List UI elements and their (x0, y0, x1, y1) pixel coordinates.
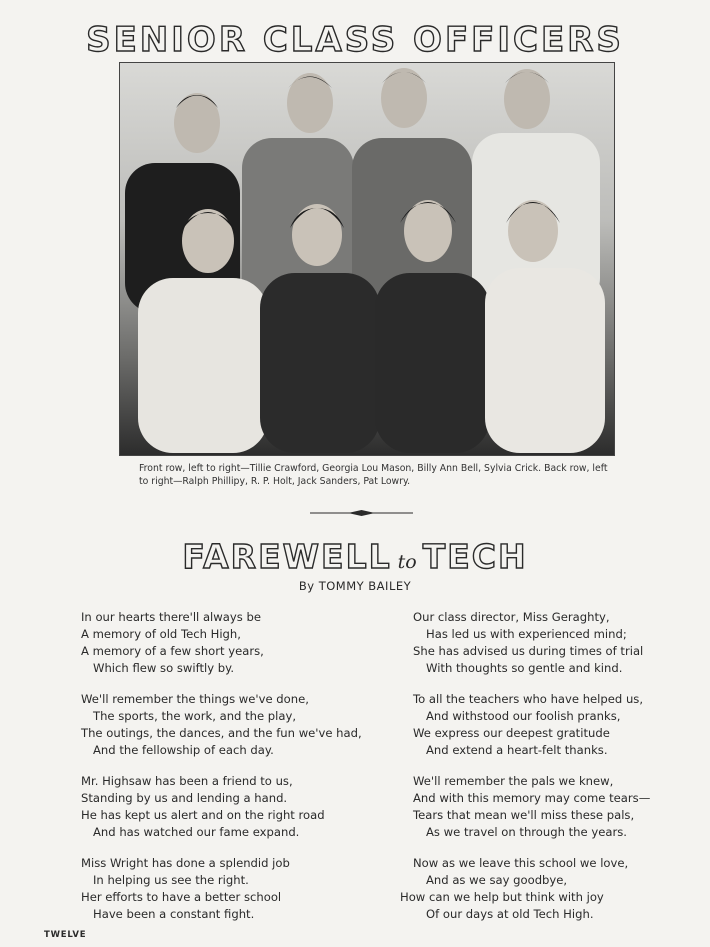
poem-stanza (400, 773, 700, 841)
poem-title-part2: TECH (422, 537, 528, 576)
poem-line: Mr. Highsaw has been a friend to us, (81, 774, 293, 788)
poem-title (0, 537, 710, 576)
poem-stanza (400, 855, 700, 923)
poem-line: And withstood our foolish pranks, (426, 709, 621, 723)
poem-title-part1: FAREWELL (182, 537, 392, 576)
poem-line: As we travel on through the years. (426, 825, 627, 839)
poem-line: A memory of old Tech High, (81, 627, 241, 641)
poem-right-column (400, 609, 700, 937)
poem-line: The outings, the dances, and the fun we've had, (81, 726, 362, 740)
ornamental-divider (310, 510, 413, 516)
poem-line: Of our days at old Tech High. (426, 907, 594, 921)
poem-byline: By TOMMY BAILEY (298, 579, 412, 593)
poem-left-column (81, 609, 381, 937)
poem-line: We'll remember the pals we knew, (413, 774, 614, 788)
poem-line: The sports, the work, and the play, (93, 709, 297, 723)
class-officers-photo (119, 62, 615, 456)
poem-line: Standing by us and lending a hand. (81, 791, 288, 805)
poem-stanza (81, 609, 381, 677)
poem-title-to: to (397, 551, 417, 573)
poem-line: Which flew so swiftly by. (93, 661, 235, 675)
poem-stanza (400, 609, 700, 677)
poem-line: Miss Wright has done a splendid job (81, 856, 290, 870)
poem-line: Has led us with experienced mind; (426, 627, 627, 641)
poem-line: Our class director, Miss Geraghty, (413, 610, 610, 624)
poem-line: We express our deepest gratitude (413, 726, 610, 740)
poem-line: Her efforts to have a better school (81, 890, 282, 904)
poem-line: And as we say goodbye, (426, 873, 568, 887)
page-number: TWELVE (44, 930, 87, 940)
poem-line: She has advised us during times of trial (413, 644, 644, 658)
poem-line: And the fellowship of each day. (93, 743, 274, 757)
poem-line: In helping us see the right. (93, 873, 249, 887)
poem-line: To all the teachers who have helped us, (413, 692, 644, 706)
poem-line: And has watched our fame expand. (93, 825, 300, 839)
page-title: SENIOR CLASS OFFICERS (86, 20, 624, 60)
poem-line: And extend a heart-felt thanks. (426, 743, 608, 757)
poem-line: With thoughts so gentle and kind. (426, 661, 623, 675)
poem-line: Have been a constant fight. (93, 907, 255, 921)
poem-stanza (81, 855, 381, 923)
poem-stanza (400, 691, 700, 759)
photo-caption: Front row, left to right—Tillie Crawford, Georgia Lou Mason, Billy Ann Bell, Sylvia Crick. Back row, left to right—Ralph Phillipy, R. P. Holt, Jack Sanders, Pat Lowry. (139, 463, 608, 487)
poem-line: And with this memory may come tears— (413, 791, 651, 805)
poem-line: In our hearts there'll always be (81, 610, 261, 624)
poem-stanza (81, 691, 381, 759)
poem-line: We'll remember the things we've done, (81, 692, 309, 706)
poem-line: Now as we leave this school we love, (413, 856, 629, 870)
poem-stanza (81, 773, 381, 841)
poem-line: A memory of a few short years, (81, 644, 264, 658)
poem-line: He has kept us alert and on the right road (81, 808, 325, 822)
poem-line: How can we help but think with joy (400, 890, 604, 904)
poem-line: Tears that mean we'll miss these pals, (413, 808, 635, 822)
